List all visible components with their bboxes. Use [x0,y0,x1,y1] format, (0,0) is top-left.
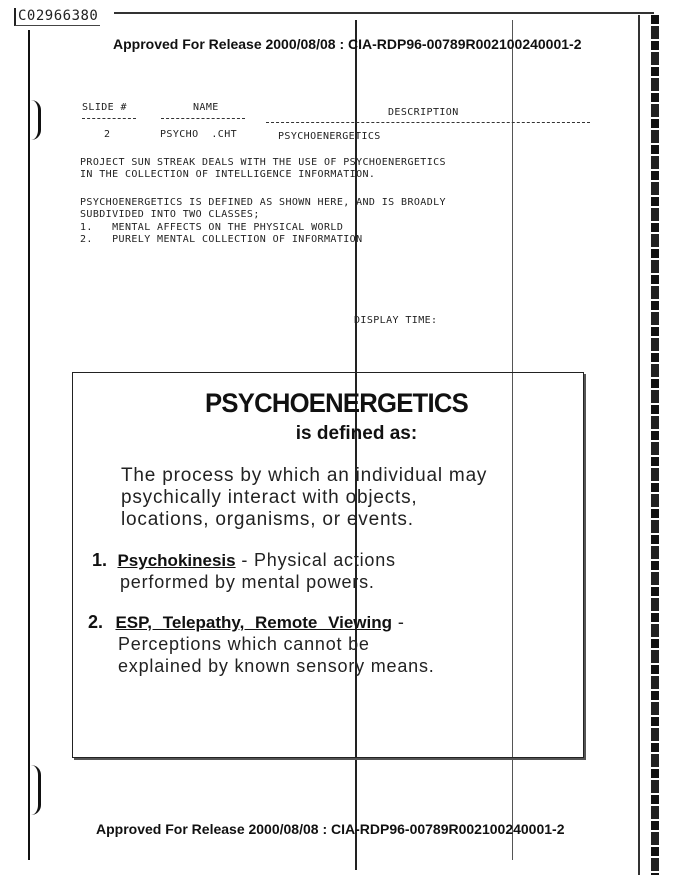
slide-title: PSYCHOENERGETICS [205,388,468,418]
scan-edge-left-mark-1 [30,100,41,140]
scan-edge-right [651,15,659,875]
scan-edge-left [28,30,30,860]
display-time-label: DISPLAY TIME: [354,315,438,326]
notes-para2-line1: PSYCHOENERGETICS IS DEFINED AS SHOWN HERE, AND IS BROADLY [80,197,446,208]
scan-line-right-2 [638,15,640,875]
item-1-line-2: performed by mental powers. [120,572,375,592]
header-underline-name [161,118,245,119]
scan-top-edge [114,12,654,14]
notes-para1-line2: IN THE COLLECTION OF INTELLIGENCE INFORMATION. [80,169,376,180]
definition-line-3: locations, organisms, or events. [121,509,414,530]
notes-para1-line1: PROJECT SUN STREAK DEALS WITH THE USE OF PSYCHOENERGETICS [80,157,446,168]
column-header-name: NAME [193,102,219,113]
notes-para2-line2: SUBDIVIDED INTO TWO CLASSES; [80,209,260,220]
item-1-number: 1. [92,550,108,570]
slide-definition [121,465,561,531]
cell-slide-name: PSYCHO .CHT [160,129,238,140]
slide-item-2 [88,611,568,677]
release-footer: Approved For Release 2000/08/08 : CIA-RDP96-00789R002100240001-2 [96,821,565,837]
notes-para2-line4: 2. PURELY MENTAL COLLECTION OF INFORMATION [80,234,363,245]
slide-item-1 [92,549,552,593]
cell-slide-description: PSYCHOENERGETICS [278,131,381,142]
item-2-line-2: explained by known sensory means. [118,656,435,676]
item-1-term: Psychokinesis [117,551,236,570]
column-header-slide: SLIDE # [82,102,127,113]
column-header-description: DESCRIPTION [388,107,459,118]
item-2-line-1: Perceptions which cannot be [118,634,370,654]
header-underline-slide [82,118,136,119]
item-2-separator: - [392,612,405,632]
item-1-line-1: Physical actions [254,550,396,570]
release-header: Approved For Release 2000/08/08 : CIA-RDP96-00789R002100240001-2 [113,36,582,52]
scan-edge-left-mark-2 [30,765,41,815]
cell-slide-number: 2 [104,129,111,140]
document-id: C02966380 [14,8,100,26]
slide-subtitle: is defined as: [295,423,418,444]
item-2-term: ESP, Telepathy, Remote Viewing [115,613,393,632]
definition-line-1: The process by which an individual may [121,465,488,486]
definition-line-2: psychically interact with objects, [121,487,418,508]
notes-para2-line3: 1. MENTAL AFFECTS ON THE PHYSICAL WORLD [80,222,344,233]
item-2-number: 2. [88,612,104,632]
item-1-separator: - [235,550,254,570]
header-underline-description [266,122,590,123]
